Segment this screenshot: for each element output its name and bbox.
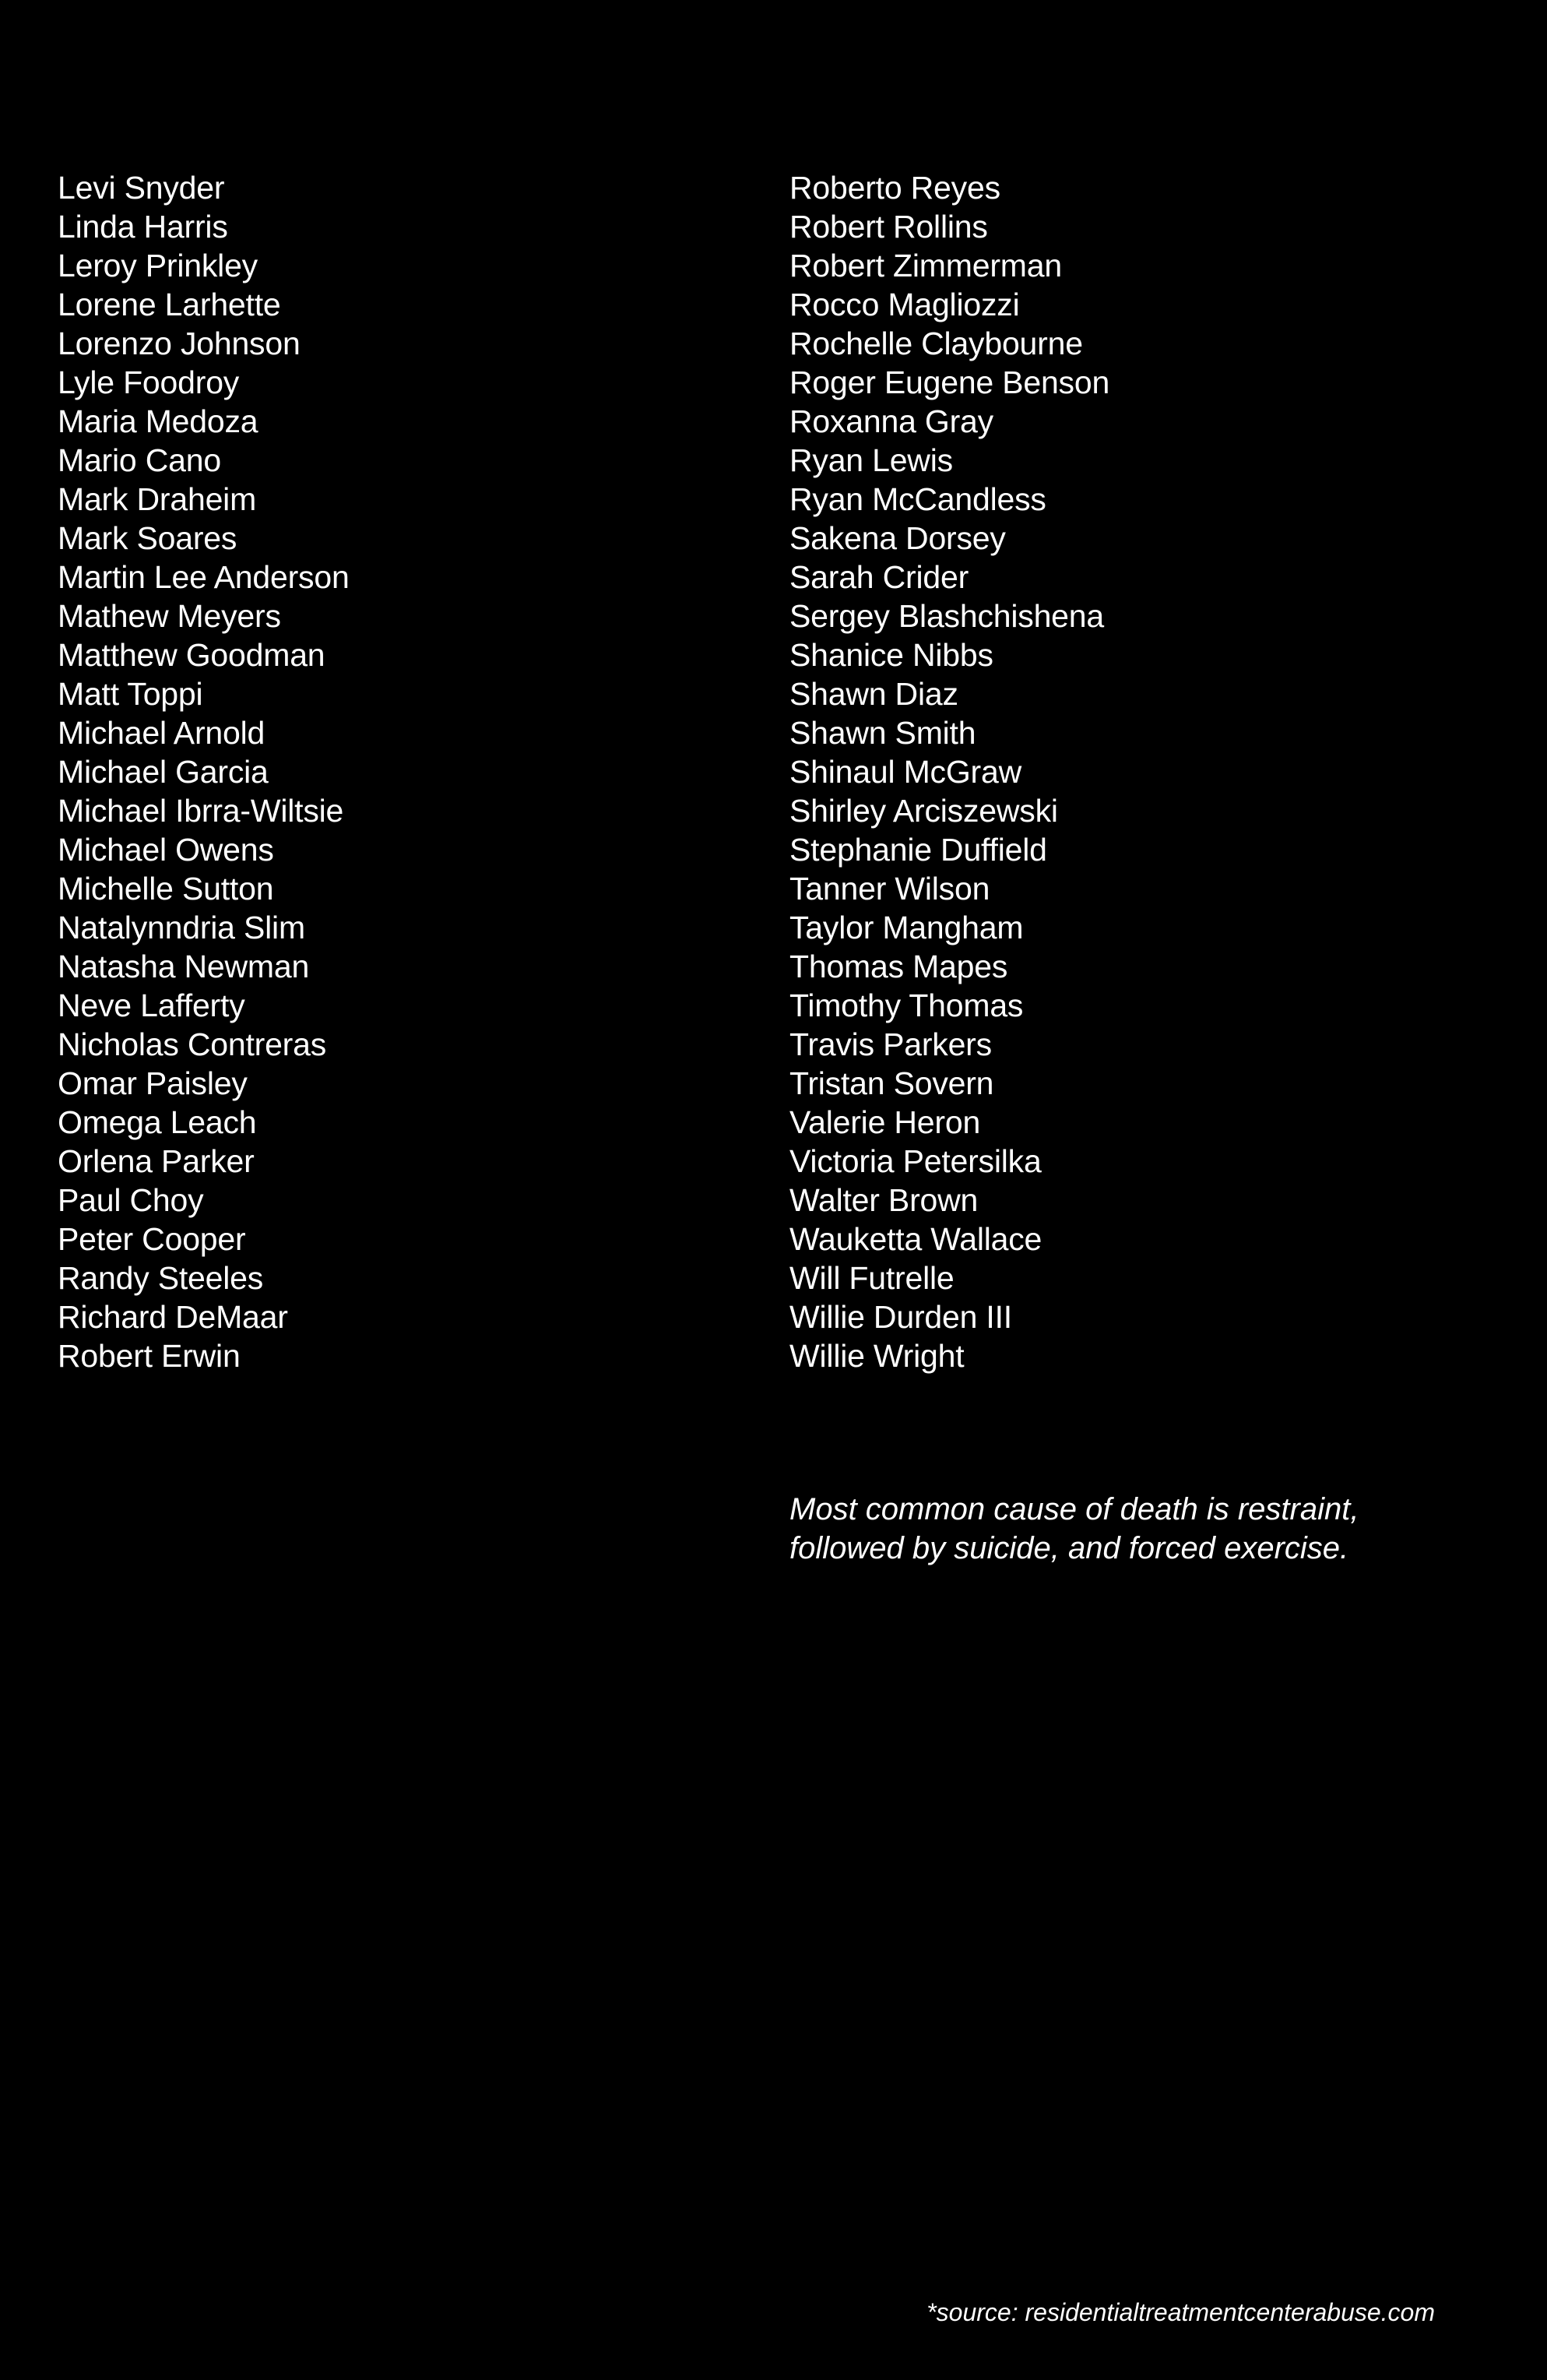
name-entry: Paul Choy bbox=[58, 1182, 204, 1218]
name-entry: Mark Soares bbox=[58, 520, 237, 556]
name-entry: Natasha Newman bbox=[58, 949, 310, 984]
name-entry: Michael Arnold bbox=[58, 715, 265, 751]
name-entry: Robert Zimmerman bbox=[789, 248, 1062, 283]
note-line-2: followed by suicide, and forced exercise. bbox=[789, 1531, 1349, 1565]
name-entry: Michael Owens bbox=[58, 832, 274, 868]
name-entry: Lorene Larhette bbox=[58, 287, 281, 322]
name-entry: Wauketta Wallace bbox=[789, 1221, 1042, 1257]
name-entry: Maria Medoza bbox=[58, 403, 258, 439]
name-entry: Ryan McCandless bbox=[789, 481, 1046, 517]
names-list-right bbox=[789, 168, 1109, 1375]
name-entry: Rochelle Claybourne bbox=[789, 326, 1083, 361]
name-entry: Sergey Blashchishena bbox=[789, 598, 1104, 634]
name-entry: Mark Draheim bbox=[58, 481, 257, 517]
name-entry: Randy Steeles bbox=[58, 1260, 264, 1296]
name-entry: Mathew Meyers bbox=[58, 598, 281, 634]
name-entry: Martin Lee Anderson bbox=[58, 559, 350, 595]
note-line-1: Most common cause of death is restraint, bbox=[789, 1492, 1359, 1526]
name-entry: Peter Cooper bbox=[58, 1221, 246, 1257]
name-entry: Michael Garcia bbox=[58, 754, 269, 790]
name-entry: Nicholas Contreras bbox=[58, 1026, 327, 1062]
name-entry: Tanner Wilson bbox=[789, 871, 990, 907]
name-entry: Ryan Lewis bbox=[789, 442, 953, 478]
name-entry: Linda Harris bbox=[58, 209, 228, 245]
name-entry: Victoria Petersilka bbox=[789, 1143, 1042, 1179]
name-entry: Willie Wright bbox=[789, 1338, 965, 1374]
name-entry: Travis Parkers bbox=[789, 1026, 992, 1062]
name-entry: Robert Erwin bbox=[58, 1338, 241, 1374]
name-entry: Roberto Reyes bbox=[789, 170, 1000, 206]
name-entry: Lyle Foodroy bbox=[58, 364, 240, 400]
name-entry: Tristan Sovern bbox=[789, 1065, 994, 1101]
name-entry: Valerie Heron bbox=[789, 1104, 981, 1140]
name-entry: Michael Ibrra-Wiltsie bbox=[58, 793, 344, 829]
name-entry: Will Futrelle bbox=[789, 1260, 955, 1296]
name-entry: Shinaul McGraw bbox=[789, 754, 1021, 790]
name-entry: Mario Cano bbox=[58, 442, 221, 478]
name-entry: Leroy Prinkley bbox=[58, 248, 258, 283]
name-entry: Shawn Smith bbox=[789, 715, 976, 751]
name-entry: Shirley Arciszewski bbox=[789, 793, 1058, 829]
name-entry: Michelle Sutton bbox=[58, 871, 274, 907]
name-entry: Orlena Parker bbox=[58, 1143, 255, 1179]
name-entry: Robert Rollins bbox=[789, 209, 988, 245]
name-entry: Levi Snyder bbox=[58, 170, 225, 206]
name-entry: Taylor Mangham bbox=[789, 910, 1024, 945]
name-entry: Sarah Crider bbox=[789, 559, 969, 595]
name-entry: Natalynndria Slim bbox=[58, 910, 305, 945]
name-entry: Roger Eugene Benson bbox=[789, 364, 1110, 400]
names-list-left bbox=[58, 168, 350, 1375]
name-entry: Shanice Nibbs bbox=[789, 637, 993, 673]
name-entry: Shawn Diaz bbox=[789, 676, 958, 712]
name-entry: Lorenzo Johnson bbox=[58, 326, 301, 361]
name-entry: Willie Durden III bbox=[789, 1299, 1012, 1335]
name-entry: Thomas Mapes bbox=[789, 949, 1008, 984]
name-entry: Matthew Goodman bbox=[58, 637, 325, 673]
name-entry: Sakena Dorsey bbox=[789, 520, 1006, 556]
cause-of-death-note bbox=[789, 1490, 1359, 1568]
name-entry: Walter Brown bbox=[789, 1182, 979, 1218]
name-entry: Rocco Magliozzi bbox=[789, 287, 1020, 322]
name-entry: Omar Paisley bbox=[58, 1065, 248, 1101]
name-entry: Richard DeMaar bbox=[58, 1299, 288, 1335]
name-entry: Timothy Thomas bbox=[789, 988, 1024, 1023]
name-entry: Stephanie Duffield bbox=[789, 832, 1047, 868]
name-entry: Roxanna Gray bbox=[789, 403, 993, 439]
name-entry: Neve Lafferty bbox=[58, 988, 245, 1023]
source-citation: *source: residentialtreatmentcenterabuse.com bbox=[926, 2298, 1435, 2326]
name-entry: Omega Leach bbox=[58, 1104, 257, 1140]
name-entry: Matt Toppi bbox=[58, 676, 203, 712]
